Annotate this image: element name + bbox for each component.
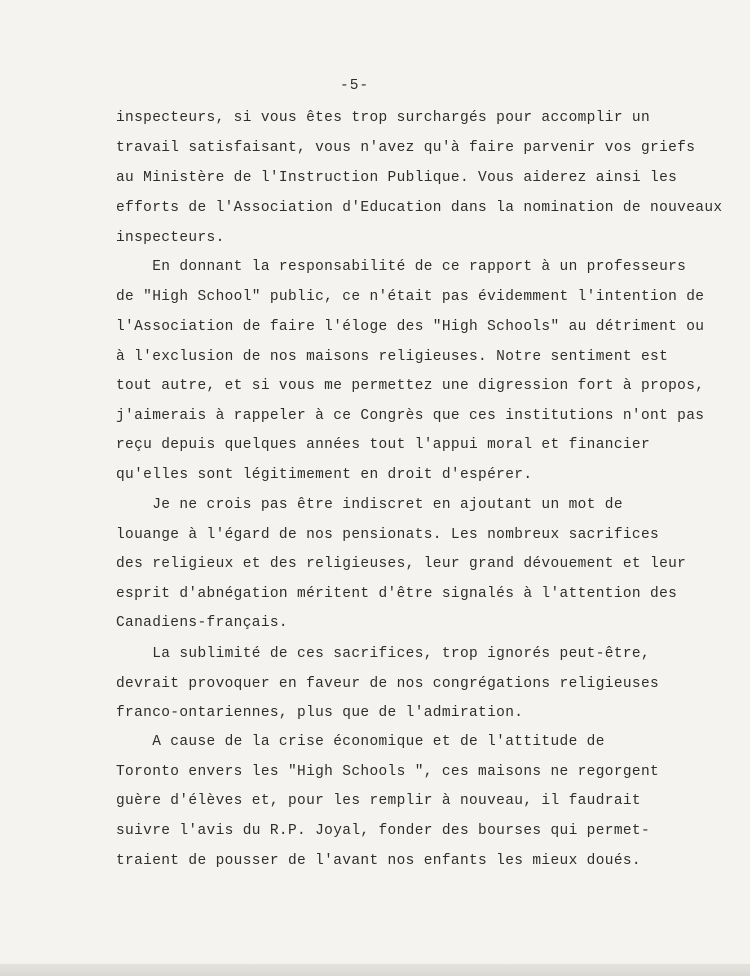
text-line: esprit d'abnégation méritent d'être signalés à l'attention des: [116, 586, 678, 602]
text-line: tout autre, et si vous me permettez une digression fort à propos,: [116, 378, 705, 394]
text-line: inspecteurs, si vous êtes trop surchargés pour accomplir un: [116, 110, 651, 126]
text-line: Canadiens-français.: [116, 615, 288, 631]
text-line: A cause de la crise économique et de l'attitude de: [116, 734, 605, 750]
text-line: La sublimité de ces sacrifices, trop ignorés peut-être,: [116, 646, 651, 662]
text-line: efforts de l'Association d'Education dans la nomination de nouveaux: [116, 200, 723, 216]
text-line: devrait provoquer en faveur de nos congrégations religieuses: [116, 676, 660, 692]
text-line: au Ministère de l'Instruction Publique. Vous aiderez ainsi les: [116, 170, 678, 186]
text-line: traient de pousser de l'avant nos enfants les mieux doués.: [116, 853, 641, 869]
text-line: de "High School" public, ce n'était pas évidemment l'intention de: [116, 289, 705, 305]
text-line: inspecteurs.: [116, 230, 225, 246]
text-line: des religieux et des religieuses, leur grand dévouement et leur: [116, 556, 687, 572]
text-line: à l'exclusion de nos maisons religieuses. Notre sentiment est: [116, 349, 669, 365]
text-line: En donnant la responsabilité de ce rapport à un professeurs: [116, 259, 687, 275]
text-line: guère d'élèves et, pour les remplir à nouveau, il faudrait: [116, 793, 641, 809]
text-line: qu'elles sont légitimement en droit d'espérer.: [116, 467, 533, 483]
text-line: Toronto envers les "High Schools ", ces maisons ne regorgent: [116, 764, 660, 780]
text-line: l'Association de faire l'éloge des "High Schools" au détriment ou: [116, 319, 705, 335]
text-line: Je ne crois pas être indiscret en ajoutant un mot de: [116, 497, 623, 513]
text-line: suivre l'avis du R.P. Joyal, fonder des bourses qui permet-: [116, 823, 651, 839]
text-line: j'aimerais à rappeler à ce Congrès que ces institutions n'ont pas: [116, 408, 705, 424]
text-line: travail satisfaisant, vous n'avez qu'à faire parvenir vos griefs: [116, 140, 696, 156]
text-line: louange à l'égard de nos pensionats. Les nombreux sacrifices: [116, 527, 660, 543]
text-line: franco-ontariennes, plus que de l'admiration.: [116, 705, 524, 721]
page-number: -5-: [340, 78, 370, 94]
text-line: reçu depuis quelques années tout l'appui moral et financier: [116, 437, 651, 453]
